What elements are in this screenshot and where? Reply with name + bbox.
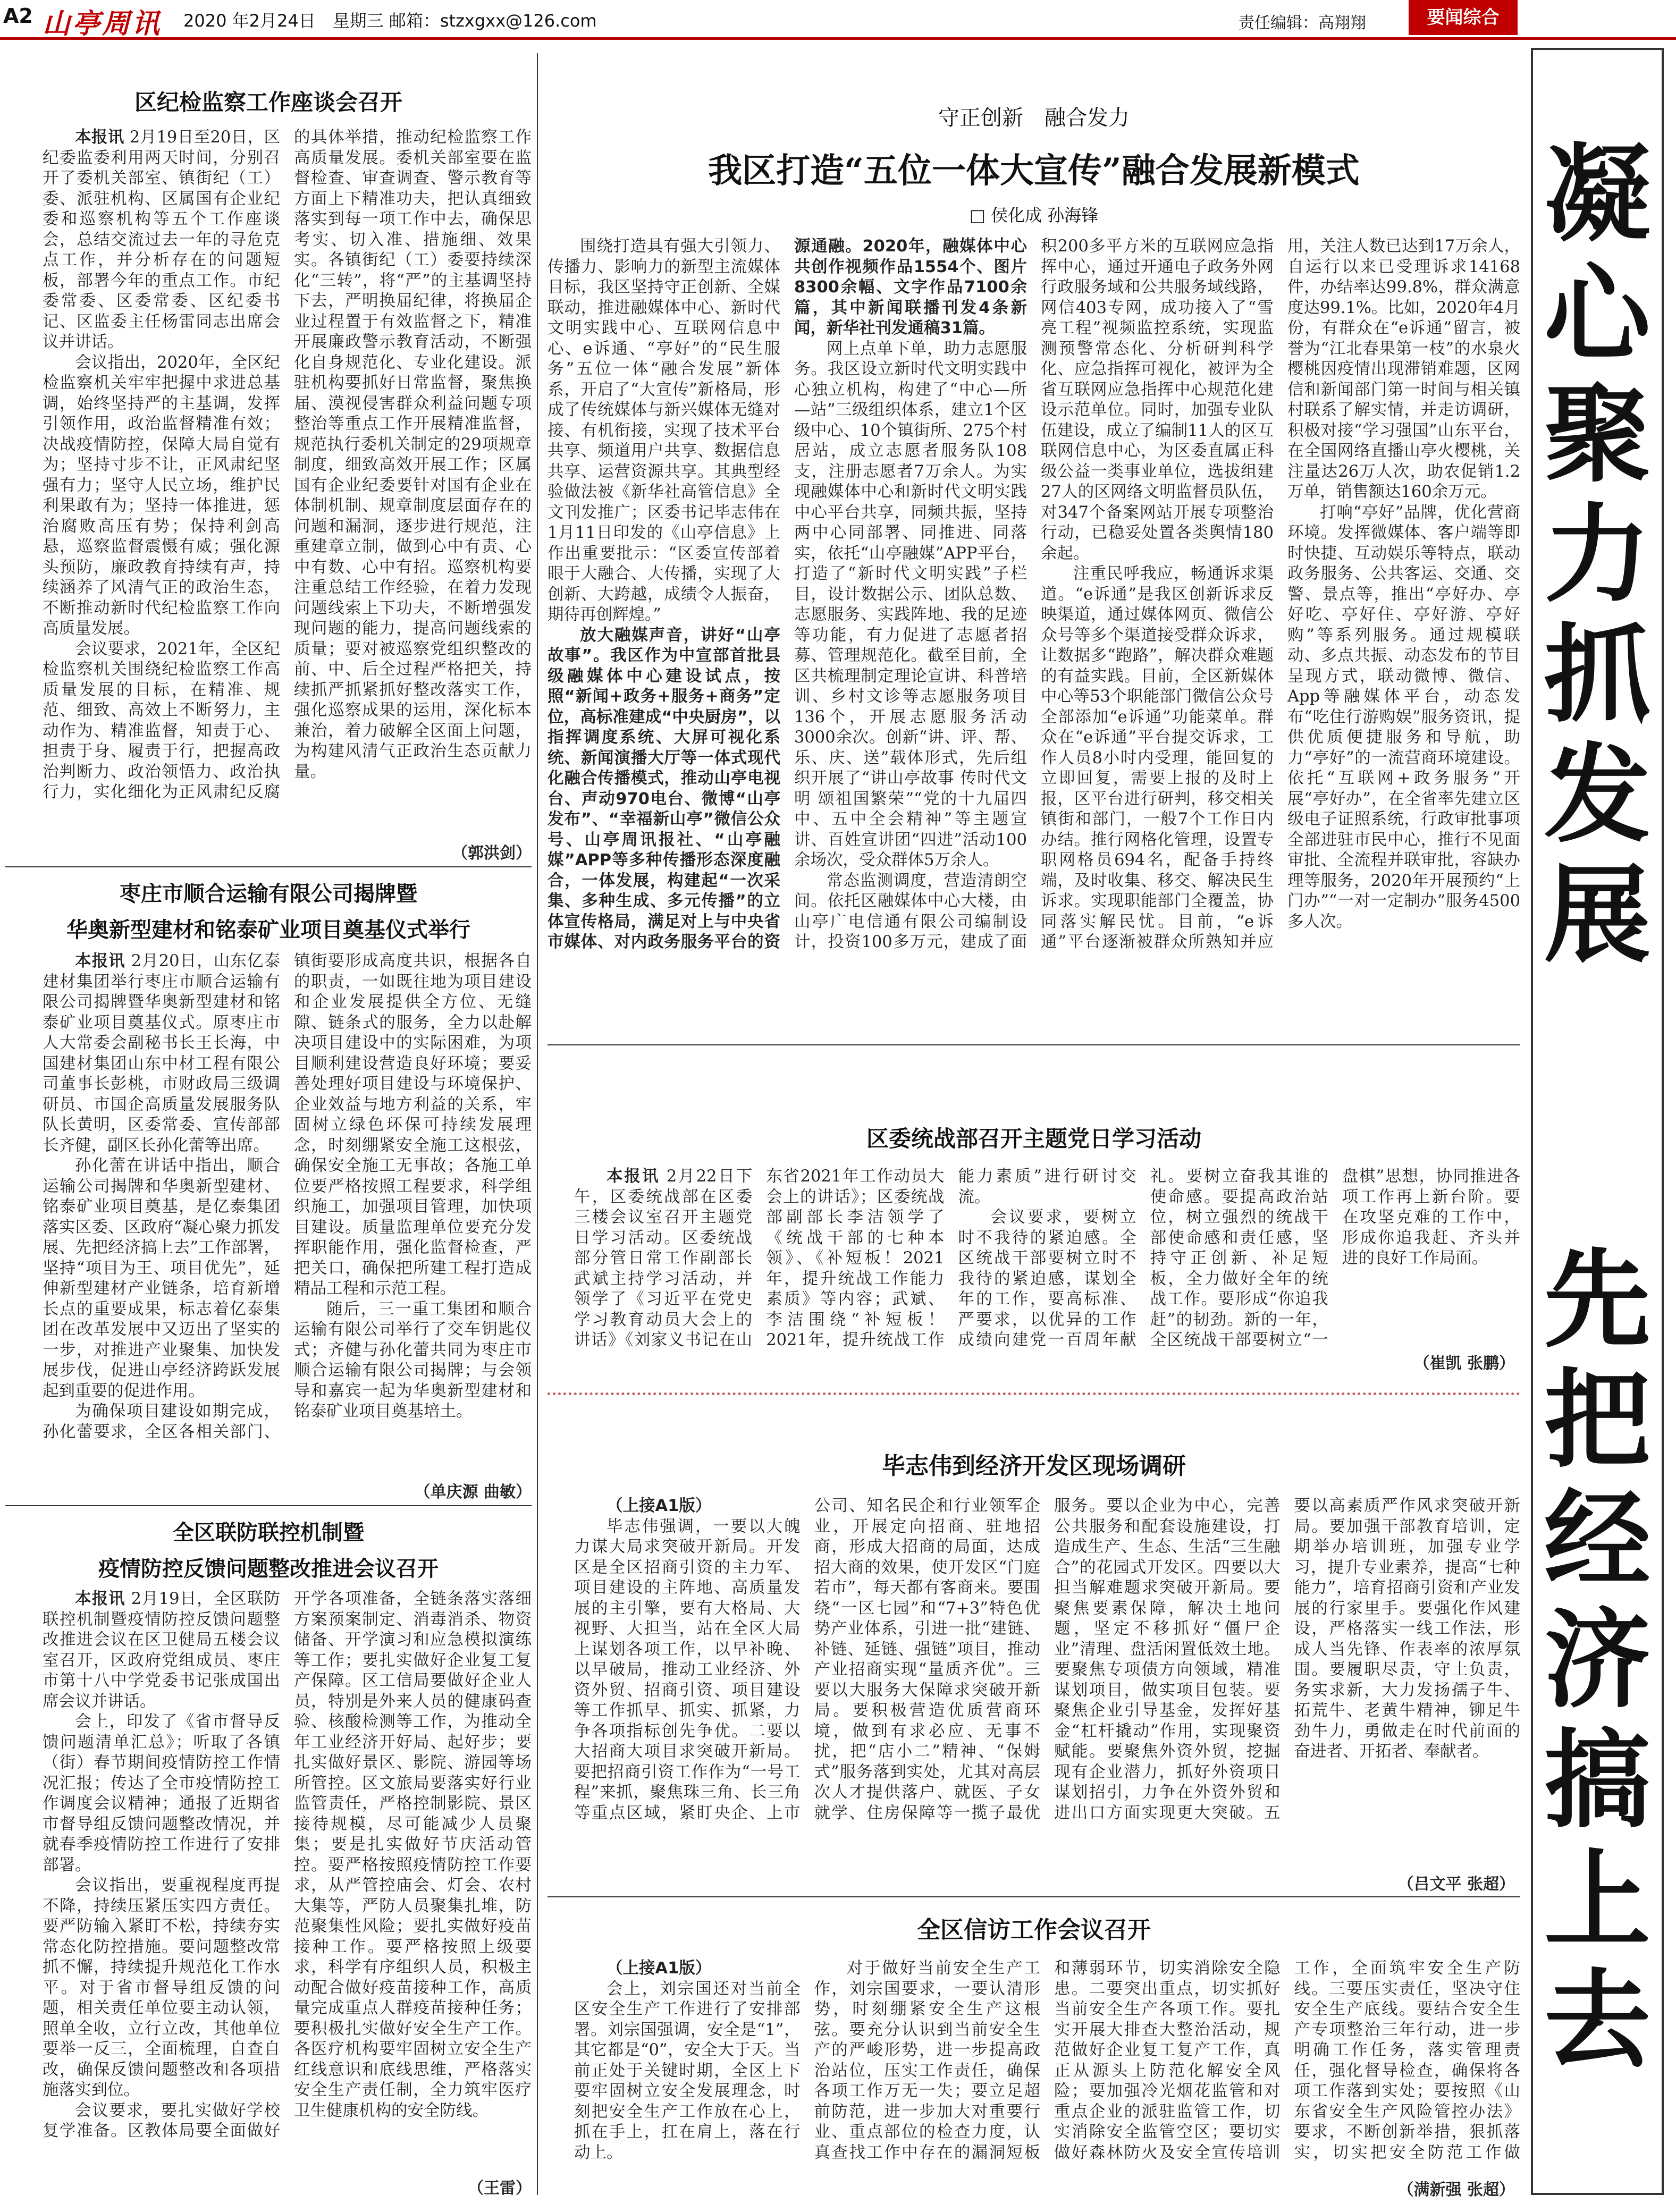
article-title: 区纪检监察工作座谈会召开 (134, 89, 402, 115)
column-divider (537, 53, 538, 2195)
article-title: 毕志伟到经济开发区现场调研 (882, 1453, 1186, 1480)
newspaper-logo: 山亭周讯 (43, 7, 162, 40)
article-title: 枣庄市顺合运输有限公司揭牌暨 (120, 881, 417, 906)
byline: （王雷） (468, 2179, 532, 2198)
paragraph: 注重民呼我应，畅通诉求渠道。“e诉通”是我区创新诉求反映渠道，通过媒体网页、微信公众号等多个渠道接受群众诉求，让数据多“跑路”，解决群众难题的有益实践。目前，全区新媒体中心等53个职能部门微信公众号全部添加“e诉通”功能菜单。群众在“e诉通”平台提交诉求，工作人员8小时内受理，能回复的立即回复，需要上报的及时上报，区平台进行研判，移交相关镇街和部门，一般7个工作日内办结。推行网格化管理，设置专职网格员694名，配备手持终端，及时收集、移交、解决民生诉求。实现职能部门全覆盖，协同落实解民忧。目前，“e诉通”平台逐渐被群众所熟知并应用，关注人数已达到17万余人，自运行以来已受理诉求14168件，办结率达99.8%，群众满意度达99.1%。比如，2020年4月份，有群众在“e诉通”留言，被誉为“江北春果第一枝”的水泉火樱桃因疫情出现滞销难题，区网信和新闻部门第一时间与相关镇村联系了解实情，并走访调研，积极对接“学习强国”山东平台，在全国网络直播山亭火樱桃，关注量达26万人次，助农促销1.2万单，销售额达160余万元。 (1041, 237, 1520, 951)
page-header (0, 0, 1676, 40)
byline: （满新强 张超） (1397, 2181, 1515, 2199)
byline: （单庆源 曲敏） (414, 1483, 532, 1501)
paragraph: 随后，三一重工集团和顺合运输有限公司举行了交车钥匙仪式；齐健与孙化蕾共同为枣庄市顺合运输有限公司揭牌；与会领导和嘉宾一起为华奥新型建材和铭泰矿业项目奠基培土。 (294, 1299, 532, 1421)
byline: （郭洪剑） (452, 844, 532, 863)
article-title: 全区联防联控机制暨 (173, 1520, 364, 1545)
slogan-char: 聚 (1544, 373, 1650, 497)
slogan-char: 搞 (1544, 1719, 1650, 1843)
paragraph: 毕志伟强调，一要以大魄力谋大局求突破开新局。开发区是全区招商引资的主力军、项目建设的主阵地、高质量发展的主引擎，要有大格局、大视野、大担当，站在全区大局上谋划各项工作，以早补晚、以早破局，推动工业经济、外资外贸、招商引资、项目建设等工作抓早、抓实、抓紧，力争各项指标创先争优。二要以大招商大项目求突破开新局。要把招商引资工作作为“一号工程”来抓，聚焦珠三角、长三角等重点区域，紧盯央企、上市公司、知名民企和行业领军企业，开展定向招商、驻地招商，形成大招商的局面，达成招大商的效果，使开发区“门庭若市”，每天都有客商来。要围绕“一区七园”和“7+3”特色优势产业体系，引进一批“建链、补链、延链、强链”项目，推动产业招商实现“量质齐优”。三要以大服务大保障求突破开新局。要积极营造优质营商环境，做到有求必应、无事不扰，把“店小二”精神、“保姆式”服务落到实处，尤其对高层次人才提供落户、就医、子女就学、住房保障等一揽子最优服务。要以企业为中心，完善公共服务和配套设施建设，打造成生产、生态、生活“三生融合”的花园式开发区。四要以大担当解难题求突破开新局。要聚焦要素保障，解决土地问题，坚定不移抓好“僵尸企业”清理、盘活闲置低效土地。要聚焦专项债方向领域，精准谋划项目，做实项目包装。要聚焦企业引导基金，发挥好基金“杠杆撬动”作用，实现聚资赋能。要聚焦外资外贸，挖掘现有企业潜力，抓好外资项目谋划招引，力争在外资外贸和进出口方面实现更大突破。五要以高素质严作风求突破开新局。要加强干部教育培训，定期举办培训班，加强专业学习，提升专业素养，提高“七种能力”，培育招商引资和产业发展的行家里手。要强化作风建设，严格落实一线工作法，形成人当先锋、作表率的浓厚氛围。要履职尽责，守土负责，务实求新，大力发扬孺子牛、拓荒牛、老黄牛精神，铆足牛劲牛力，勇做走在时代前面的奋进者、开拓者、奉献者。 (574, 1497, 1520, 1822)
dateline-lead: 本报讯 (75, 128, 124, 147)
main-headline: 我区打造“五位一体大宣传”融合发展新模式 (708, 151, 1360, 191)
article-body (43, 951, 532, 1480)
section-badge: 要闻综合 (1409, 0, 1518, 35)
dateline-lead: 本报讯 (607, 1167, 660, 1186)
article-subtitle: 华奥新型建材和铭泰矿业项目奠基仪式举行 (66, 917, 470, 942)
main-body (548, 237, 1520, 1026)
paragraph: 2月19日至20日，区纪委监委利用两天时间，分别召开了委机关部室、镇街纪（工）委、派驻机构、区属国有企业纪委和巡察机构等五个工作座谈会，总结交流过去一年的寻危克点工作，并分析存在的问题短板，部署今年的重点工作。市纪委常委、区委常委、区纪委书记、区监委主任杨雷同志出席会议并讲话。 (43, 128, 280, 351)
article-subtitle: 疫情防控反馈问题整改推进会议召开 (98, 1556, 439, 1581)
slogan-char: 抓 (1544, 613, 1650, 737)
paragraph: 常态监测调度，营造清朗空间。依托区融媒体中心大楼，由山亭广电信通有限公司编制设计，投资100多万元，建成了面积200多平方米的互联网应急指挥中心，通过开通电子政务外网行政服务域和公共服务域线路，网信403专网，成功接入了“雪亮工程”视频监控系统，实现监测预警常态化、分析研判科学化、应急指挥可视化，被评为全省互联网应急指挥中心规范化建设示范单位。同时，加强专业队伍建设，成立了编制11人的区互联网信息中心，为区委直属正科级公益一类事业单位，选拔组建27人的区网络文明监督员队伍，对347个备案网站开展专项整治行动，已稳妥处置各类舆情180余起。 (794, 237, 1274, 951)
slogan-char: 先 (1544, 1238, 1650, 1362)
article-body (43, 128, 532, 845)
slogan-char: 上 (1544, 1839, 1650, 1963)
date-email-line: 2020 年2月24日 星期三 邮箱：stzxgxx@126.com (183, 11, 597, 31)
continued-label: （上接A1版） (607, 1497, 712, 1515)
paragraph: 2月19日，全区联防联控机制暨疫情防控反馈问题整改推进会议在区卫健局五楼会议室召开，区政府党组成员、枣庄市第十八中学党委书记张成国出席会议并讲话。 (43, 1590, 281, 1711)
slogan-char: 力 (1544, 493, 1650, 617)
slogan-char: 心 (1544, 253, 1650, 377)
paragraph: 会议要求，2021年，全区纪检监察机关围绕纪检监察工作高质量发展的目标，在精准、规范、细致、高效上不断努力，主动作为、精准监督，知责于心、担责于身、履责于行，把握高政治判断力、政治领悟力、政治执行力，实化细化为正风肃纪反腐的具体举措，推动纪检监察工作高质量发展。委机关部室要在监督检查、审查调查、警示教育等方面上下精准功夫，把认真细致落实到每一项工作中去，确保思考实、切入准、措施细、效果实。各镇街纪（工）委要持续深化“三转”，将“严”的主基调坚持下去，严明换届纪律，将换届企业过程置于有效监督之下，精准开展廉政警示教育活动，不断强化自身规范化、专业化建设。派驻机构要抓好日常监督，聚焦换届、漠视侵害群众利益问题专项整治等重点工作开展精准监督，规范执行委机关制定的29项规章制度，细致高效开展工作；区属国有企业纪委要针对国有企业在体制机制、规章制度层面存在的问题和漏洞，逐步进行规范，注重建章立制，做到心中有责、心中有数、心中有招。巡察机构要注重总结工作经验，在着力发现问题线索上下功夫，不断增强发现问题的能力，提高问题线索的质量；要对被巡察党组织整改的前、中、后全过程严格把关，持续抓严抓紧抓好整改落实工作，强化巡察成果的运用，深化标本兼治，着力破解全区面上问题，为构建风清气正政治生态贡献力量。 (43, 128, 532, 801)
main-kicker: 守正创新 融合发力 (938, 106, 1130, 130)
slogan-char: 去 (1544, 1959, 1650, 2083)
article-body (574, 1496, 1520, 1868)
slogan-char: 凝 (1544, 133, 1650, 257)
paragraph: 2月20日，山东亿泰建材集团举行枣庄市顺合运输有限公司揭牌暨华奥新型建材和铭泰矿业项目奠基仪式。原枣庄市人大常委会副秘书长王长海，中国建材集团山东中材工程有限公司董事长彭桃，市财政局三级调研员、市国企高质量发展服务队队长黄明，区委常委、宣传部部长齐健，副区长孙化蕾等出席。 (43, 952, 281, 1155)
slogan-char: 发 (1544, 733, 1650, 857)
dotted-divider (548, 1392, 1520, 1395)
continued-label: （上接A1版） (607, 1959, 712, 1978)
paragraph: 对于做好当前安全生产工作，刘宗国要求，一要认清形势，时刻绷紧安全生产这根弦。要充分认识到当前安全生产的严峻形势，进一步提高政治站位，压实工作责任，确保各项工作万无一失；要立足超前防范，进一步加大对重要行业、重点部位的检查力度，认真查找工作中存在的漏洞短板和薄弱环节，切实消除安全隐患。二要突出重点，切实抓好当前安全生产各项工作。要扎实开展大排查大整治活动，规范做好企业复工复产工作，真正从源头上防范化解安全风险；要加强冷光烟花监管和对重点企业的派驻监管工作，切实消除安全监管空区；要切实做好森林防火及安全宣传培训工作，全面筑牢安全生产防线。三要压实责任，坚决守住安全生产底线。要结合安全生产专项整治三年行动，进一步明确工作任务，落实管理责任，强化督导检查，确保将各项工作落到实处；要按照《山东省安全生产风险管控办法》要求，不断创新举措，狠抓落实，切实把安全防范工作做 (814, 1959, 1520, 2162)
slogan-banner (1531, 48, 1664, 2195)
section-divider (548, 1896, 1520, 1897)
slogan-char: 济 (1544, 1599, 1650, 1723)
paragraph: 会议指出，2020年，全区纪检监察机关牢牢把握中求进总基调，始终坚持严的主基调，发挥引领作用，政治监督精准有效；决战疫情防控，保障大局自觉有为；坚持寸步不让，正风肃纪坚强有力；坚守人民立场，维护民利果敢有为；坚持一体推进，惩治腐败高压有势；保持利剑高悬，巡察监督震慑有威；强化源头预防，廉政教育持续有声，持续涵养了风清气正的政治生态，不断推动新时代纪检监察工作向高质量发展。 (43, 353, 280, 638)
article-body (43, 1589, 532, 2174)
page-number: A2 (3, 4, 33, 28)
byline: （吕文平 张超） (1397, 1875, 1515, 1894)
dateline-lead: 本报讯 (75, 952, 125, 970)
section-divider (5, 1505, 532, 1506)
slogan-char: 经 (1544, 1479, 1650, 1602)
paragraph: 围绕打造具有强大引领力、传播力、影响力的新型主流媒体目标，我区坚持守正创新、全媒联动，推进融媒体中心、新时代文明实践中心、互联网信息中心、e诉通、“亭好”的“民生服务”五位一体“融合发展”新体系，开启了“大宣传”新格局，形成了传统媒体与新兴媒体无缝对接、有机衔接，实现了技术平台共享、频道用户共享、数据信息共享、运营资源共享。其典型经验做法被《新华社高管信息》全文刊发推广；区委书记毕志伟在1月11日印发的《山亭信息》上作出重要批示：“区委宣传部着眼于大融合、大传播，实现了大创新、大跨越，成绩令人振奋，期待再创辉煌。” (548, 237, 780, 624)
paragraph: 放大融媒声音，讲好“山亭故事”。我区作为中宣部首批县级融媒体中心建设试点，按照“新闻+政务+服务+商务”定位，高标准建成“中央厨房”，以指挥调度系统、大屏可视化系统、新闻演播大厅等一体式现代化融合传播模式，推动山亭电视台、声动970电台、微博“山亭发布”、“幸福新山亭”微信公众号、山亭周讯报社、“山亭融媒”APP等多种传播形态深度融合，一体发展，构建起“一次采集、多种生成、多元传播”的立体宣传格局，满足对上与中央省市媒体、对内政务服务平台的资源通融。2020年，融媒体中心共创作视频作品1554个、图片8300余幅、文字作品7100余篇，其中新闻联播刊发4条新闻，新华社刊发通稿31篇。 (548, 237, 1027, 951)
paragraph: 会议指出，要重视程度再提不降，持续压紧压实四方责任。要严防输入紧盯不松，持续夯实常态化防控措施。要问题整改常抓不懈，持续提升规范化工作水平。对于省市督导组反馈的问题，相关责任单位要主动认领，照单全收，立行立改，其他单位要举一反三，全面梳理，自查自改，确保反馈问题整改和各项措施落实到位。 (43, 1876, 280, 2099)
byline: （崔凯 张鹏） (1413, 1354, 1515, 1373)
paragraph: 为确保项目建设如期完成，孙化蕾要求，全区各相关部门、镇街要形成高度共识，根据各自的职责，一如既往地为项目建设和企业发展提供全方位、无缝隙、链条式的服务，全力以赴解决项目建设中的实际困难，为项目顺利建设营造良好环境；要妥善处理好项目建设与环境保护、企业效益与地方利益的关系，牢固树立绿色环保可持续发展理念，时刻绷紧安全施工这根弦，确保安全施工无事故；各施工单位要严格按照工程要求，科学组织施工，加强项目管理，加快项目建设。质量监理单位要充分发挥职能作用，强化监督检查，严把关口，确保把所建工程打造成精品工程和示范工程。 (43, 952, 532, 1441)
section-divider (5, 866, 532, 867)
paragraph: 网上点单下单，助力志愿服务。我区设立新时代文明实践中心独立机构，构建了“中心—所—站”三级组织体系，建立1个区级中心、10个镇街所、275个村居站，成立志愿者服务队108支，注册志愿者7万余人。为实现融媒体中心和新时代文明实践中心平台共享，同频共振，坚持两中心同部署、同推进、同落实，依托“山亭融媒”APP平台，打造了“新时代文明实践”子栏目，设计数据公示、团队总数、志愿服务、实践阵地、我的足迹等功能，有力促进了志愿者招募、管理规范化。截至目前，全区共梳理制定理论宣讲、科普培训、乡村文诊等志愿服务项目136个，开展志愿服务活动3000余次。创新“讲、评、帮、乐、庆、送”载体形式，先后组织开展了“讲山亭故事 传时代文明 颂祖国繁荣”“党的十九届四中、五中全会精神”等主题宣讲、百姓宣讲团“四进”活动100余场次，受众群体5万余人。 (794, 339, 1027, 869)
paragraph: 会议要求，要树立时不我待的紧迫感。全区统战干部要树立时不我待的紧迫感，谋划全年的工作，要高标准、严要求，以优异的工作成绩向建党一百周年献礼。要树立奋我其谁的使命感。要提高政治站位，树立强烈的统战干部使命感和责任感，坚持守正创新、补足短板，全力做好全年的统战工作。要形成“你追我赶”的韧劲。新的一年，全区统战干部要树立“一盘棋”思想，协同推进各项工作再上新台阶。要在攻坚克难的工作中，形成你追我赶、齐头并进的良好工作局面。 (958, 1167, 1520, 1349)
article-title: 全区信访工作会议召开 (917, 1916, 1151, 1944)
article-body (574, 1958, 1520, 2174)
section-divider (548, 1044, 1520, 1045)
paragraph: 会上，印发了《省市督导反馈问题清单汇总》；听取了各镇（街）春节期间疫情防控工作情况汇报；传达了全市疫情防控工作调度会议精神；通报了近期省市督导组反馈问题整改情况，并就春季疫情防控工作进行了安排部署。 (43, 1712, 280, 1875)
article-title: 区委统战部召开主题党日学习活动 (866, 1126, 1201, 1152)
paragraph: 2月22日下午，区委统战部在区委三楼会议室召开主题党日学习活动。区委统战部分管日常工作副部长武斌主持学习活动，并领学了《习近平在党史学习教育动员大会上的讲话》《刘家义书记在山东省2021年工作动员大会上的讲话》；区委统战部副部长李洁领学了《统战干部的七种本领》、《补短板！2021年，提升统战工作能力素质》等内容；武斌、李洁围绕“补短板！2021年，提升统战工作能力素质”进行研讨交流。 (574, 1167, 1136, 1349)
paragraph: 会议要求，要扎实做好学校复学准备。区教体局要全面做好开学各项准备，全链条落实落细方案预案制定、消毒消杀、物资储备、开学演习和应急模拟演练等工作；要扎实做好企业复工复产保障。区工信局要做好企业人员，特别是外来人员的健康码查验、核酸检测等工作，为推动全年工业经济开好局、起好步；要扎实做好景区、影院、游园等场所管控。区文旅局要落实好行业监管责任，严格控制影院、景区接待规模，尽可能减少人员聚集；要是扎实做好节庆活动管控。要严格按照疫情防控工作要求，从严管控庙会、灯会、农村大集等，严防人员聚集扎堆，防范聚集性风险；要扎实做好疫苗接种工作。要严格按照上级要求，科学有序组织人员，积极主动配合做好疫苗接种工作，高质量完成重点人群疫苗接种任务；要积极扎实做好安全生产工作。各医疗机构要牢固树立安全生产红线意识和底线思维，严格落实安全生产责任制，全力筑牢医疗卫生健康机构的安全防线。 (43, 1590, 532, 2140)
main-authors: □ 侯化成 孙海锋 (969, 205, 1099, 225)
paragraph: 会上，刘宗国还对当前全区安全生产工作进行了安排部署。刘宗国强调，安全是“1”，其它都是“0”，安全大于天。当前正处于关键时期，全区上下要牢固树立安全发展理念，时刻把安全生产工作放在心上，抓在手上，扛在肩上，落在行动上。 (574, 1979, 801, 2162)
slogan-char: 展 (1544, 854, 1650, 977)
paragraph: 孙化蕾在讲话中指出，顺合运输公司揭牌和华奥新型建材、铭泰矿业项目奠基，是亿泰集团落实区委、区政府“凝心聚力抓发展、先把经济搞上去”工作部署，坚持“项目为王、项目优先”，延伸新型建材产业链条，培育新增长点的重要成果，标志着亿泰集团在改革发展中又迈出了坚实的一步，对推进产业聚集、加快发展步伐，促进山亭经济跨跃发展起到重要的促进作用。 (43, 1156, 280, 1400)
dateline-lead: 本报讯 (75, 1590, 125, 1608)
paragraph: 打响“亭好”品牌，优化营商环境。发挥微媒体、客户端等即时快捷、互动娱乐等特点，联动政务服务、公共客运、交通、交警、景点等，推出“亭好办、亭好吃、亭好住、亭好游、亭好购”等系列服务。通过规模联动、多点共振、动态发布的节目呈现方式，联动微博、微信、App等融媒体平台，动态发布“吃住行游购娱”服务资讯，提供优质便捷服务和导航，助力“亭好”的一流营商环境建设。依托“互联网+政务服务”开展“亭好办”，在全省率先建立区级电子证照系统，行政审批事项全部进驻市民中心，推行不见面审批、全流程并联审批，容缺办理等服务，2020年开展预约“上门办”“一对一定制办”服务4500多人次。 (1287, 503, 1520, 931)
slogan-char: 把 (1544, 1358, 1650, 1482)
editor-credit: 责任编辑：高翔翔 (1239, 14, 1366, 32)
